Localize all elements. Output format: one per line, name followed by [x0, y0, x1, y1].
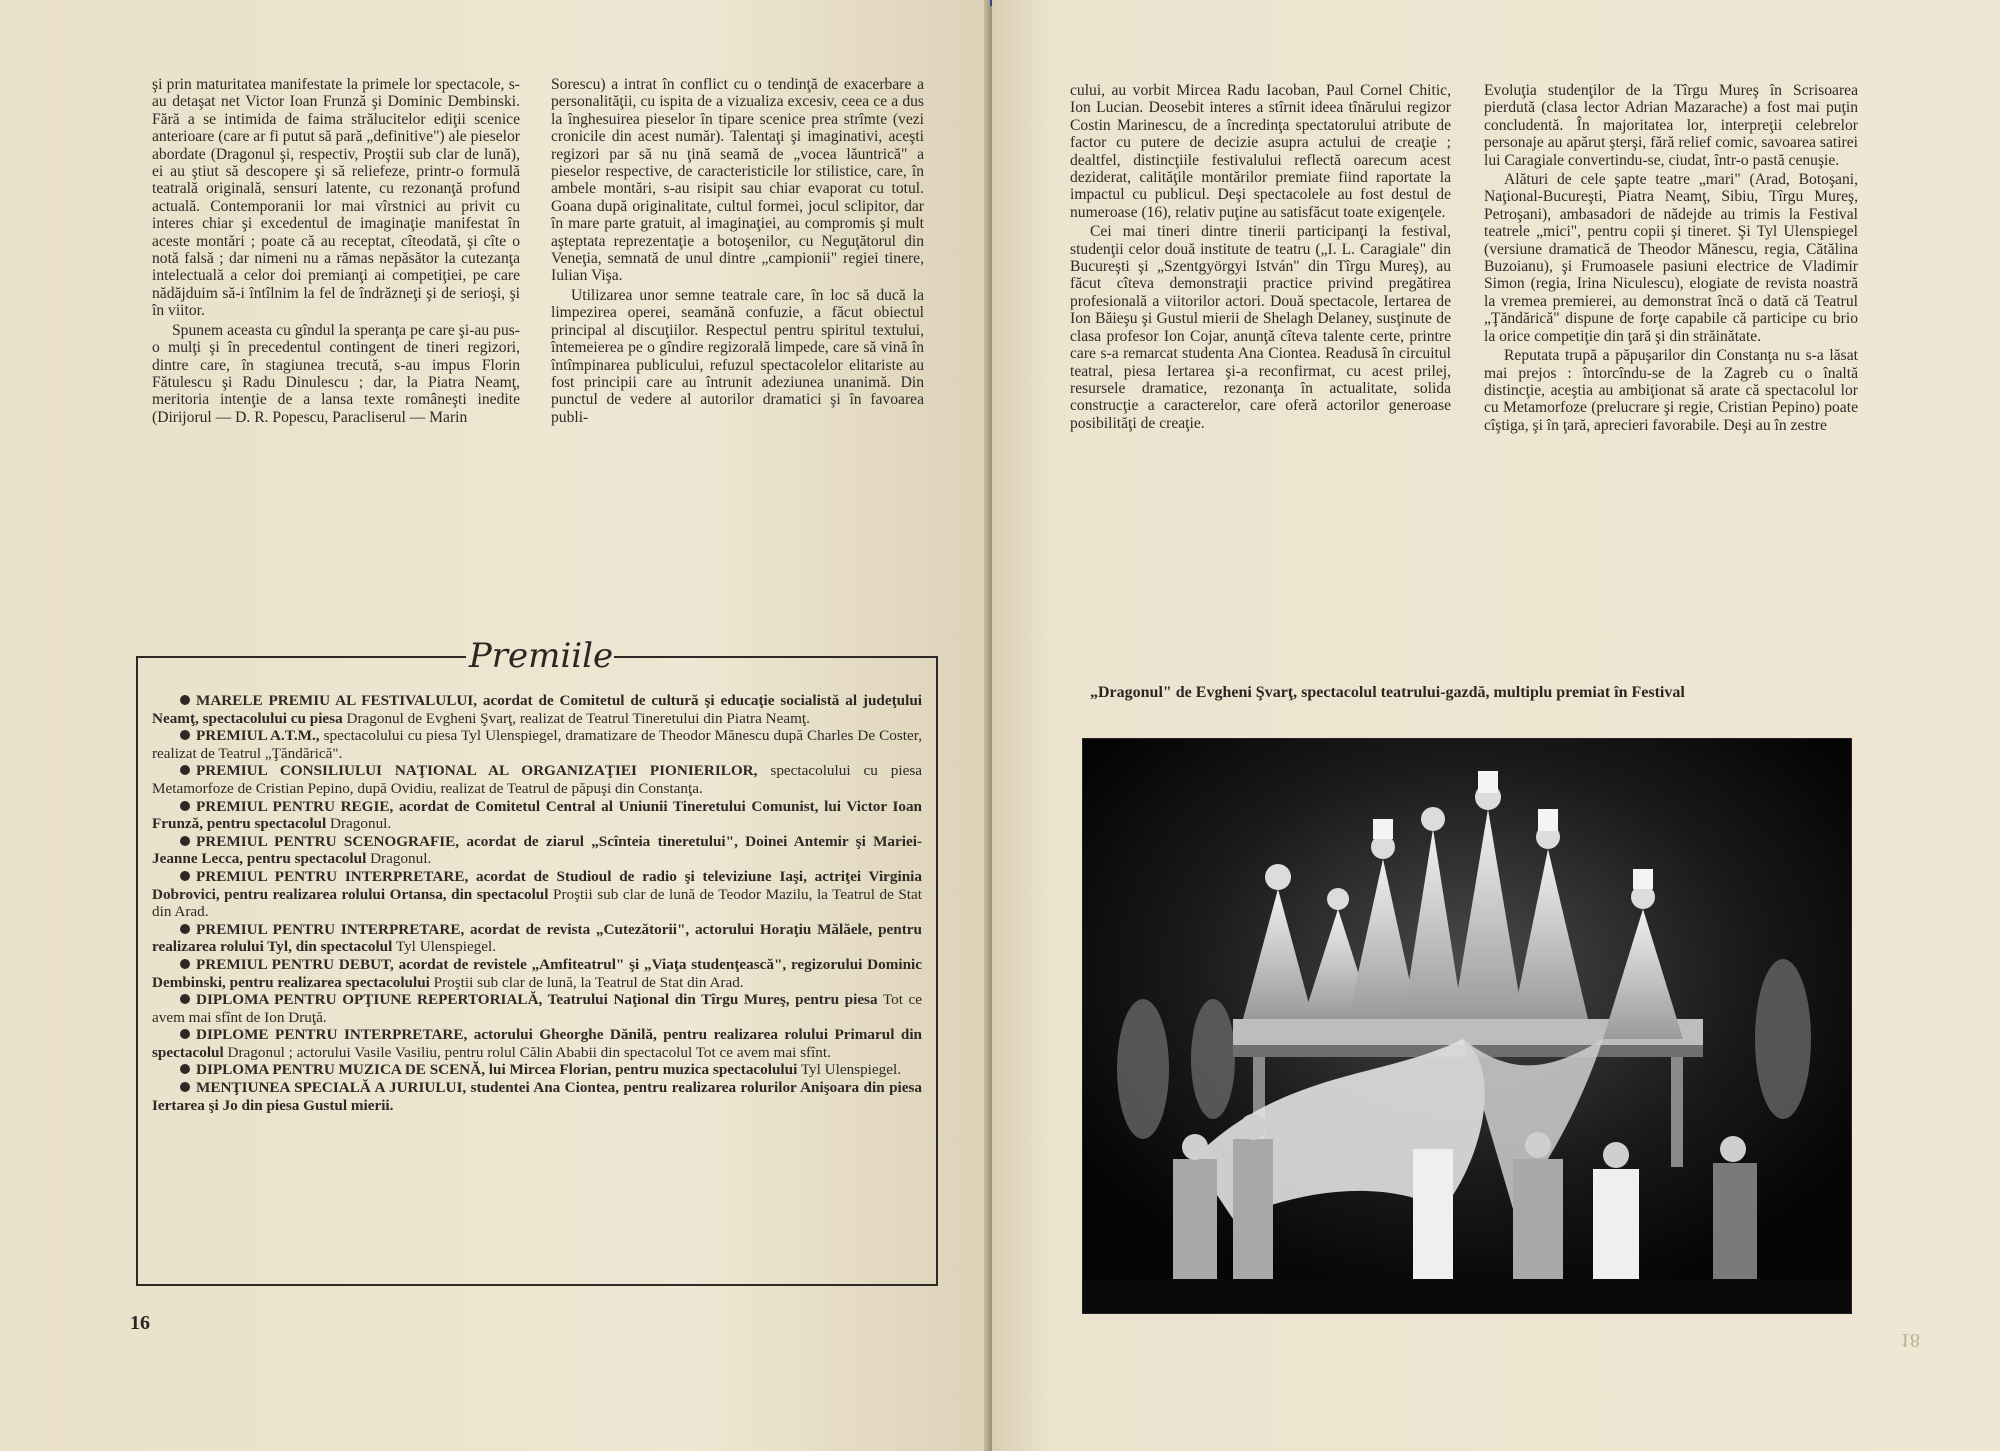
photo-image [1083, 739, 1851, 1313]
right-column-1 [1070, 82, 1451, 434]
bullet-icon [180, 730, 190, 740]
prize-item: MENŢIUNEA SPECIALĂ A JURIULUI, studentei Ana Ciontea, pentru realizarea rolurilor Anişoara din piesa Iertarea şi Jo din piesa Gustul mierii. [152, 1079, 922, 1114]
bullet-icon [180, 994, 190, 1004]
paragraph: Alături de cele şapte teatre „mari" (Arad, Botoşani, Naţional-Bucureşti, Piatra Neamţ, Sibiu, Tîrgu Mureş, Petroşani), ambasadori de nădejde au trimis la Festival teatrele „mici", pentru copii şi tineret. Şi Tyl Ulenspiegel (versiune dramatică de Theodor Mănescu, regia, Cătălina Buzoianu), şi Frumoasele pasiuni electrice de Vladimir Simon (regia, Irina Niculescu), elogiate de revista noastră la vremea premierei, au demonstrat încă o dată că Teatrul „Ţăndărică" dispune de forţe capabile că participe cu brio la orice competiţie din ţară şi din străinătate. [1484, 171, 1858, 345]
prize-item: PREMIUL PENTRU INTERPRETARE, acordat de revista „Cutezătorii", actorului Horaţiu Mălăele, pentru realizarea rolului Tyl, din spectacolul Tyl Ulenspiegel. [152, 920, 922, 956]
prize-item: DIPLOME PENTRU INTERPRETARE, actorului Gheorghe Dănilă, pentru realizarea rolului Primarul din spectacolul Dragonul ; actorului Vasile Vasiliu, pentru rolul Călin Ababii din spectacolul Tot ce avem mai sfînt. [152, 1026, 922, 1061]
paragraph: Evoluţia studenţilor de la Tîrgu Mureş în Scrisoarea pierdută (clasa lector Adrian Mazarache) a fost mai puţin concludentă. În majoritatea lor, interpreţii celebrelor personaje au apărut şterşi, fără relief comic, savoarea satirei lui Caragiale convertindu-se, ciudat, într-o pastă cenuşie. [1484, 82, 1858, 169]
bullet-icon [180, 801, 190, 811]
prize-item: PREMIUL PENTRU SCENOGRAFIE, acordat de ziarul „Scînteia tineretului", Doinei Antemir şi Mariei-Jeanne Lecca, pentru spectacolul Dragonul. [152, 832, 922, 868]
prize-item: PREMIUL A.T.M., spectacolului cu piesa Tyl Ulenspiegel, dramatizare de Theodor Mănescu după Charles De Coster, realizat de Teatrul „Ţăndărică". [152, 727, 922, 762]
prize-item: PREMIUL CONSILIULUI NAŢIONAL AL ORGANIZAŢIEI PIONIERILOR, spectacolului cu piesa Metamorfoze de Cristian Pepino, după Ovidiu, realizat de Teatrul de păpuşi din Constanţa. [152, 762, 922, 797]
prizes-title: Premiile [468, 636, 614, 676]
prize-item: DIPLOMA PENTRU MUZICA DE SCENĂ, lui Mircea Florian, pentru muzica spectacolului Tyl Ulenspiegel. [152, 1061, 922, 1079]
page-number: 16 [130, 1312, 150, 1334]
bullet-icon [180, 695, 190, 705]
paragraph: Cei mai tineri dintre tinerii participanţi la festival, studenţii celor două institute de teatru („I. L. Caragiale" din Bucureşti şi „Szentgyörgyi István" din Tîrgu Mureş), au făcut cîteva demonstraţii practice privind pregătirea profesională a viitorilor actori. Două spectacole, Iertarea de Ion Băieşu şi Gustul mierii de Shelagh Delaney, susţinute de clasa profesor Ion Cojar, anunţă cîteva talente certe, printre care s-a remarcat studenta Ana Ciontea. Readusă în circuitul teatral, piesa Iertarea şi-a reconfirmat, cu acest prilej, resursele dramatice, rezonanţa în actualitate, solida construcţie a caracterelor, care oferă actorilor generoase posibilităţi de creaţie. [1070, 223, 1451, 432]
paragraph: Sorescu) a intrat în conflict cu o tendinţă de exacerbare a personalităţii, cu ispita de a vizualiza excesiv, ceea ce a dus la înghesuirea pieselor în tipare scenice prea strîmte (vezi cronicile din acest număr). Talentaţi şi imaginativi, aceşti regizori par să nu ţină seamă de „vocea lăuntrică" a pieselor respective, de caracteristicile lor stilistice, care, în ambele montări, s-au risipit sau chiar evaporat cu totul. Goana după originalitate, cultul formei, jocul sclipitor, dar în mare parte gratuit, al imaginaţiei, au compromis şi mult aşteptata reprezentaţie a botoşenilor, cu Neguţătorul din Veneţia, semnată de unul dintre „campionii" regiei tinere, Iulian Vişa. [551, 76, 924, 285]
left-column-1 [152, 76, 520, 428]
prize-item: PREMIUL PENTRU REGIE, acordat de Comitetul Central al Uniunii Tineretului Comunist, lui Victor Ioan Frunză, pentru spectacolul Dragonul. [152, 797, 922, 833]
bullet-icon [180, 871, 190, 881]
bullet-icon [180, 765, 190, 775]
bullet-icon [180, 836, 190, 846]
prize-item: MARELE PREMIU AL FESTIVALULUI, acordat de Comitetul de cultură şi educaţie socialistă al judeţului Neamţ, spectacolului cu piesa Dragonul de Evgheni Şvarţ, realizat de Teatrul Tineretului din Piatra Neamţ. [152, 692, 922, 727]
stage-performance-photo [1082, 738, 1852, 1314]
paragraph: şi prin maturitatea manifestate la primele lor spectacole, s-au detaşat net Victor Ioan Frunză şi Dominic Dembinski. Fără a se intimida de faima strălucitelor ediţii scenice anterioare (care ar fi putut să pară „definitive") ale pieselor abordate (Dragonul şi, respectiv, Proştii sub clar de lună), ei au ştiut să descopere şi să reliefeze, printr-o formulă teatrală originală, sensuri latente, cu rezonanţă profund actuală. Contemporanii lor mai vîrstnici au privit cu interes chiar şi excedentul de imaginaţie manifestat în aceste montări ; poate că au receptat, cîteodată, şi cîte o notă falsă ; dar nimeni nu a rămas nepăsător la cutezanţa intelectuală a celor doi premianţi ai competiţiei, pe care nădăjduim să-i întîlnim la fel de îndrăzneţi şi de serioşi, şi în viitor. [152, 76, 520, 320]
left-column-2 [551, 76, 924, 428]
left-page [0, 0, 990, 1451]
prizes-list [152, 692, 922, 1114]
paragraph: Reputata trupă a păpuşarilor din Constanţa nu s-a lăsat mai prejos : întorcîndu-se de la Zagreb cu o înaltă distincţie, aceştia au ambiţionat să arate că spectacolul lor cu Metamorfoze (prelucrare şi regie, Cristian Pepino) poate cîştiga, şi în ţară, aprecieri favorabile. Deşi au în zestre [1484, 347, 1858, 434]
prize-item: PREMIUL PENTRU INTERPRETARE, acordat de Studioul de radio şi televiziune Iaşi, actriţei Virginia Dobrovici, pentru realizarea rolului Ortansa, din spectacolul Proştii sub clar de lună de Teodor Mazilu, la Teatrul de Stat din Arad. [152, 867, 922, 921]
photo-caption: „Dragonul" de Evgheni Şvarţ, spectacolul teatrului-gazdă, multiplu premiat în Festival [1090, 684, 1685, 701]
paragraph: cului, au vorbit Mircea Radu Iacoban, Paul Cornel Chitic, Ion Lucian. Deosebit interes a stîrnit ideea tînărului regizor Costin Marinescu, de a încredinţa spectatorului atribute de factor cu putere de decizie asupra actului de creaţie ; dealtfel, distincţiile festivalului reflectă oarecum acest deziderat, calităţile montărilor premiate fiind raportate la impactul cu publicul. Deşi spectacolele au fost destul de numeroase (16), relativ puţine au satisfăcut toate exigenţele. [1070, 82, 1451, 221]
prize-item: DIPLOMA PENTRU OPŢIUNE REPERTORIALĂ, Teatrului Naţional din Tîrgu Mureş, pentru piesa Tot ce avem mai sfînt de Ion Druţă. [152, 991, 922, 1026]
bullet-icon [180, 1082, 190, 1092]
bullet-icon [180, 959, 190, 969]
prize-item: PREMIUL PENTRU DEBUT, acordat de revistele „Amfiteatrul" şi „Viaţa studenţească", regizorului Dominic Dembinski, pentru realizarea spectacolului Proştii sub clar de lună, la Teatrul de Stat din Arad. [152, 955, 922, 991]
bullet-icon [180, 1029, 190, 1039]
page-number: 18 [1900, 1329, 1920, 1351]
box-top-border [136, 656, 466, 658]
box-top-border [614, 656, 936, 658]
right-column-2 [1484, 82, 1858, 436]
bullet-icon [180, 924, 190, 934]
right-page [992, 0, 2000, 1451]
paragraph: Spunem aceasta cu gîndul la speranţa pe care şi-au pus-o mulţi şi în precedentul contingent de tineri regizori, dintre care, în stagiunea trecută, s-au impus Florin Fătulescu şi Radu Dinulescu ; dar, la Piatra Neamţ, meritoria intenţie de a lansa texte româneşti inedite (Dirijorul — D. R. Popescu, Paracliserul — Marin [152, 321, 520, 426]
bullet-icon [180, 1064, 190, 1074]
paragraph: Utilizarea unor semne teatrale care, în loc să ducă la limpezirea operei, seamănă confuzie, a făcut obiectul principal al discuţiilor. Respectul pentru spiritul textului, întemeierea pe o gîndire regizorală limpede, care să vină în întîmpinarea publicului, refuzul spectacolelor elitariste au fost principii care au întrunit adeziunea unanimă. Din punctul de vedere al autorilor dramatici şi în favoarea publi- [551, 286, 924, 426]
